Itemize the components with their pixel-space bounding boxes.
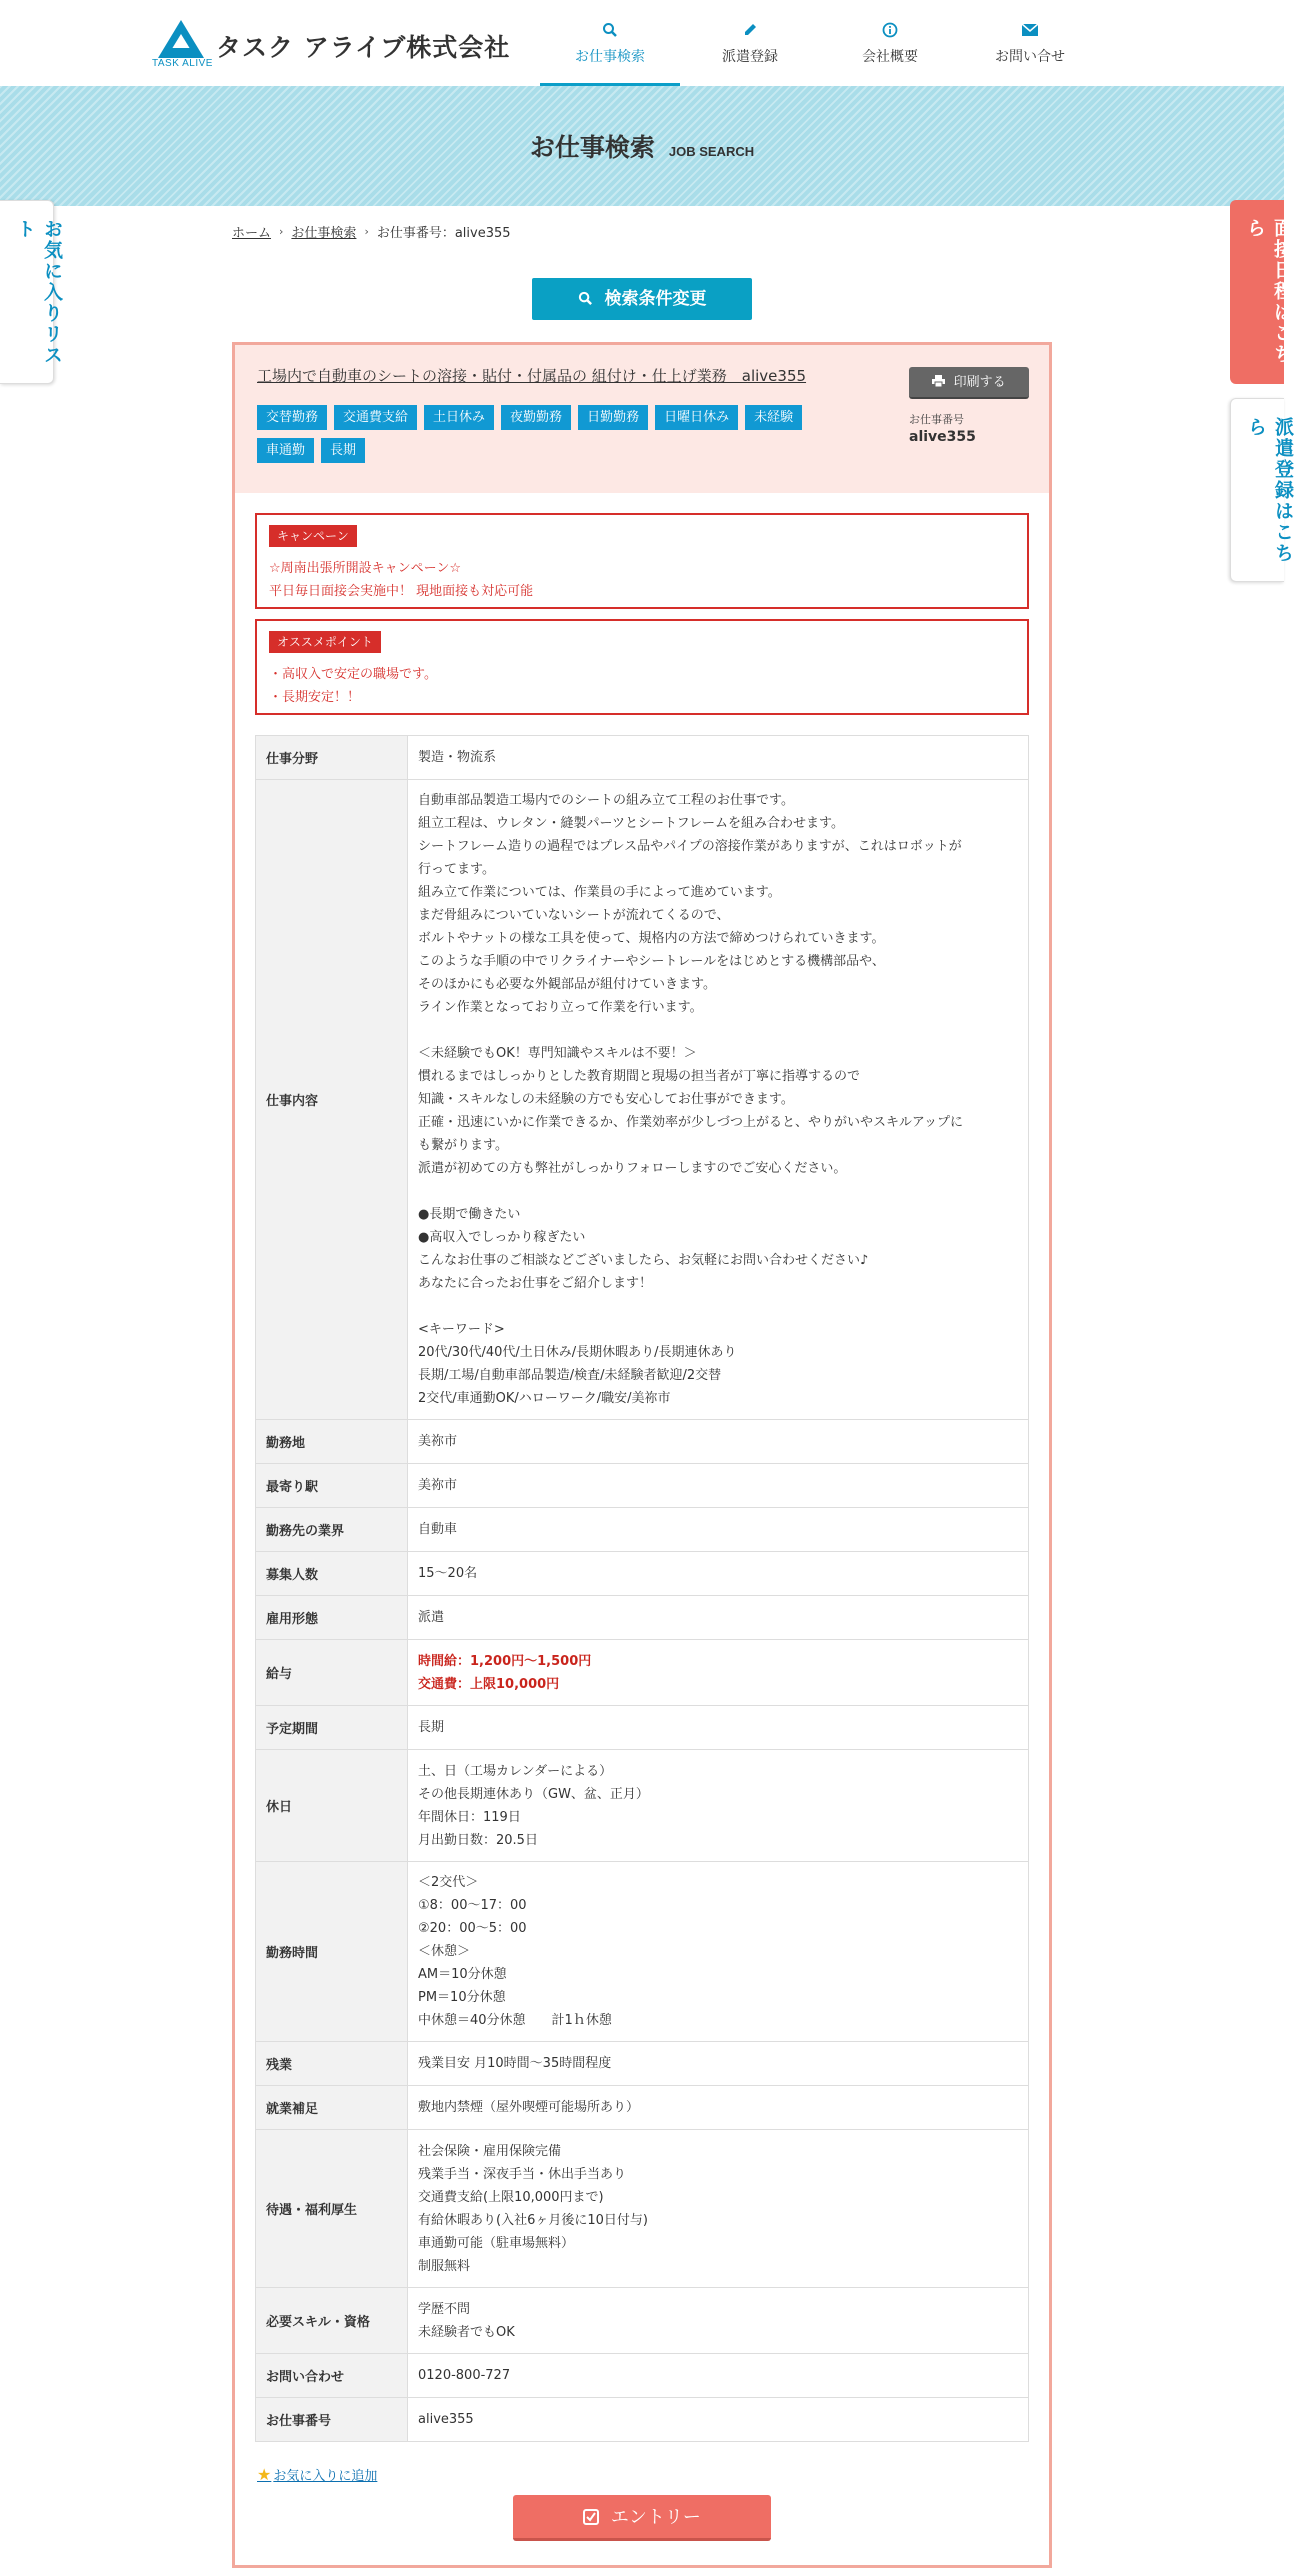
detail-line: ライン作業となっており立って作業を行います。 xyxy=(418,1000,703,1015)
nav-contact[interactable] xyxy=(960,0,1100,86)
job-tag: 交通費支給 xyxy=(334,405,417,430)
printer-icon xyxy=(932,375,953,390)
job-tag: 交替勤務 xyxy=(257,405,327,430)
detail-label: 待遇・福利厚生 xyxy=(256,2130,408,2288)
recommend-line: ・高収入で安定の職場です。 xyxy=(269,667,437,682)
star-icon: ★ xyxy=(257,2465,272,2484)
detail-line: このような手順の中でリクライナーやシートレールをはじめとする機構部品や、 xyxy=(418,954,885,969)
campaign-badge: キャンペーン xyxy=(269,525,357,547)
detail-line: AM＝10分休憩 xyxy=(418,1967,507,1982)
nav-job-search[interactable] xyxy=(540,0,680,86)
detail-row xyxy=(256,780,1029,1420)
recommend-box xyxy=(255,619,1029,715)
detail-line: 長期/工場/自動車部品製造/検査/未経験者歓迎/2交替 xyxy=(418,1368,722,1383)
detail-line: 自動車部品製造工場内でのシートの組み立て工程のお仕事です。 xyxy=(418,793,794,808)
detail-row xyxy=(256,1862,1029,2042)
detail-line: alive355 xyxy=(418,2412,474,2427)
detail-line: 制服無料 xyxy=(418,2258,471,2274)
detail-value xyxy=(408,2398,1029,2442)
detail-line: 美祢市 xyxy=(418,1478,458,1493)
detail-line: 中休憩＝40分休憩 計1ｈ休憩 xyxy=(418,2013,612,2028)
detail-line: 製造・物流系 xyxy=(418,750,497,765)
breadcrumb xyxy=(232,222,511,241)
job-number-label: お仕事番号 xyxy=(909,413,964,426)
detail-line: 未経験者でもOK xyxy=(418,2324,515,2340)
campaign-line: ☆周南出張所開設キャンペーン☆ xyxy=(269,561,462,576)
breadcrumb-home[interactable]: ホーム xyxy=(232,226,272,241)
main-nav xyxy=(540,0,1100,86)
detail-label: 必要スキル・資格 xyxy=(256,2288,408,2354)
nav-company[interactable] xyxy=(820,0,960,86)
nav-label: お問い合せ xyxy=(995,49,1065,65)
page-hero xyxy=(0,86,1284,206)
change-search-label: 検索条件変更 xyxy=(604,289,707,309)
interview-schedule-label: 面接日程はこちら xyxy=(1244,218,1293,365)
detail-label: 仕事分野 xyxy=(256,736,408,780)
detail-row xyxy=(256,1508,1029,1552)
page-title-sub: JOB SEARCH xyxy=(668,144,755,159)
mail-icon xyxy=(960,22,1100,42)
detail-line: <キーワード> xyxy=(418,1322,505,1337)
job-tag: 車通勤 xyxy=(257,438,314,463)
detail-row xyxy=(256,1706,1029,1750)
job-details-table xyxy=(255,735,1029,2442)
detail-label: 給与 xyxy=(256,1640,408,1706)
detail-line: あなたに合ったお仕事をご紹介します！ xyxy=(418,1276,653,1291)
detail-line: ボルトやナットの様な工具を使って、規格内の方法で締めつけられていきます。 xyxy=(418,931,885,946)
detail-value xyxy=(408,1862,1029,2042)
detail-label: お問い合わせ xyxy=(256,2354,408,2398)
entry-label: エントリー xyxy=(610,2507,701,2528)
pencil-icon xyxy=(680,22,820,42)
search-icon xyxy=(540,22,680,42)
detail-label: 就業補足 xyxy=(256,2086,408,2130)
detail-line: 車通勤可能（駐車場無料） xyxy=(418,2235,575,2251)
print-label: 印刷する xyxy=(953,375,1006,390)
detail-value xyxy=(408,1420,1029,1464)
detail-row xyxy=(256,1464,1029,1508)
detail-line: 学歴不問 xyxy=(418,2301,471,2317)
job-title[interactable]: 工場内で自動車のシートの溶接・貼付・付属品の 組付け・仕上げ業務 alive355 xyxy=(257,367,807,385)
interview-schedule-tab[interactable] xyxy=(1230,200,1293,384)
detail-line: 知識・スキルなしの未経験の方でも安心してお仕事ができます。 xyxy=(418,1092,794,1107)
detail-value xyxy=(408,1508,1029,1552)
detail-label: 雇用形態 xyxy=(256,1596,408,1640)
nav-label: お仕事検索 xyxy=(575,49,645,65)
detail-line xyxy=(418,1180,1018,1203)
detail-line: ●高収入でしっかり稼ぎたい xyxy=(418,1230,586,1245)
job-tag: 夜勤勤務 xyxy=(501,405,571,430)
detail-line: 長期 xyxy=(418,1720,445,1735)
detail-value xyxy=(408,2042,1029,2086)
add-favorite-label: お気に入りに追加 xyxy=(273,2469,378,2484)
detail-line: 正確・迅速にいかに作業できるか、作業効率が少しづつ上がると、やりがいやスキルアップに xyxy=(418,1115,963,1130)
detail-line: こんなお仕事のご相談などございましたら、お気軽にお問い合わせください♪ xyxy=(418,1253,869,1268)
detail-line: ＜休憩＞ xyxy=(418,1944,471,1959)
detail-row xyxy=(256,1750,1029,1862)
registration-label: 派遣登録はこちら xyxy=(1245,417,1294,564)
favorites-list-label: お気に入りリスト xyxy=(14,219,63,366)
detail-line: 月出勤日数：20.5日 xyxy=(418,1832,538,1848)
check-square-icon xyxy=(583,2507,611,2528)
detail-label: 勤務先の業界 xyxy=(256,1508,408,1552)
detail-line: ＜未経験でもOK！専門知識やスキルは不要！＞ xyxy=(418,1046,697,1061)
detail-value xyxy=(408,780,1029,1420)
detail-line: 残業目安 月10時間～35時間程度 xyxy=(418,2056,612,2071)
detail-line: 時間給：1,200円～1,500円 xyxy=(418,1653,592,1669)
chevron-right-icon: › xyxy=(364,225,369,238)
detail-label: 残業 xyxy=(256,2042,408,2086)
chevron-right-icon: › xyxy=(279,225,284,238)
detail-row xyxy=(256,2042,1029,2086)
detail-line: 2交代/車通勤OK/ハローワーク/職安/美祢市 xyxy=(418,1391,671,1406)
detail-line: その他長期連休あり（GW、盆、正月） xyxy=(418,1786,649,1802)
detail-line: 交通費支給(上限10,000円まで) xyxy=(418,2189,604,2205)
detail-line: PM＝10分休憩 xyxy=(418,1990,506,2005)
detail-line: 派遣 xyxy=(418,1610,445,1625)
job-tags xyxy=(257,405,857,471)
detail-line: 組立工程は、ウレタン・縫製パーツとシートフレームを組み合わせます。 xyxy=(418,816,845,831)
breadcrumb-current: お仕事番号：alive355 xyxy=(376,226,511,241)
job-tag: 日勤勤務 xyxy=(578,405,648,430)
job-card xyxy=(232,342,1052,2568)
detail-line: 残業手当・深夜手当・休出手当あり xyxy=(418,2166,627,2182)
detail-row xyxy=(256,1420,1029,1464)
detail-line xyxy=(418,1295,1018,1318)
detail-line: 有給休暇あり(入社6ヶ月後に10日付与) xyxy=(418,2212,648,2228)
detail-row xyxy=(256,2130,1029,2288)
page-title xyxy=(0,128,1284,164)
detail-label: お仕事番号 xyxy=(256,2398,408,2442)
detail-label: 予定期間 xyxy=(256,1706,408,1750)
logo-subtext: TASK ALIVE xyxy=(152,58,213,69)
nav-label: 会社概要 xyxy=(862,49,918,65)
detail-line: ●長期で働きたい xyxy=(418,1207,521,1222)
recommend-line: ・長期安定！！ xyxy=(269,690,361,705)
entry-button[interactable] xyxy=(513,2495,771,2541)
detail-label: 最寄り駅 xyxy=(256,1464,408,1508)
detail-line: 美祢市 xyxy=(418,1434,458,1449)
detail-line: ①8：00～17：00 xyxy=(418,1898,527,1913)
site-header xyxy=(0,0,1284,86)
campaign-box xyxy=(255,513,1029,609)
detail-value xyxy=(408,1706,1029,1750)
info-icon xyxy=(820,22,960,42)
detail-line: 敷地内禁煙（屋外喫煙可能場所あり） xyxy=(418,2100,640,2115)
job-tag: 土日休み xyxy=(424,405,494,430)
detail-row xyxy=(256,2288,1029,2354)
registration-tab[interactable] xyxy=(1230,398,1294,582)
detail-row xyxy=(256,736,1029,780)
detail-value xyxy=(408,2130,1029,2288)
detail-value xyxy=(408,2288,1029,2354)
favorites-list-tab[interactable] xyxy=(0,200,63,384)
detail-line: 土、日（工場カレンダーによる） xyxy=(418,1763,613,1779)
detail-value xyxy=(408,2086,1029,2130)
detail-line: そのほかにも必要な外観部品が組付けていきます。 xyxy=(418,977,716,992)
breadcrumb-job-search[interactable]: お仕事検索 xyxy=(291,226,357,241)
detail-line: 慣れるまではしっかりとした教育期間と現場の担当者が丁寧に指導するので xyxy=(418,1069,861,1084)
detail-row xyxy=(256,2086,1029,2130)
detail-value xyxy=(408,1464,1029,1508)
detail-row xyxy=(256,2398,1029,2442)
job-card-header xyxy=(235,345,1049,493)
detail-row xyxy=(256,1596,1029,1640)
job-tag: 未経験 xyxy=(745,405,802,430)
detail-line: 年間休日：119日 xyxy=(418,1809,521,1825)
detail-value xyxy=(408,1596,1029,1640)
detail-row xyxy=(256,1552,1029,1596)
recommend-badge: オススメポイント xyxy=(269,631,381,653)
detail-line: ＜2交代＞ xyxy=(418,1875,479,1890)
detail-line: 組み立て作業については、作業員の手によって進めています。 xyxy=(418,885,781,900)
change-search-button[interactable] xyxy=(532,278,752,320)
detail-line: 派遣が初めての方も弊社がしっかりフォローしますのでご安心ください。 xyxy=(418,1161,847,1176)
job-tag: 日曜日休み xyxy=(655,405,738,430)
nav-registration[interactable] xyxy=(680,0,820,86)
detail-value xyxy=(408,1750,1029,1862)
detail-line: 交通費：上限10,000円 xyxy=(418,1676,560,1692)
detail-line: 20代/30代/40代/土日休み/長期休暇あり/長期連休あり xyxy=(418,1345,737,1360)
detail-line: も繋がります。 xyxy=(418,1138,508,1153)
company-logo[interactable] xyxy=(152,18,511,70)
detail-row xyxy=(256,1640,1029,1706)
detail-line: ②20：00～5：00 xyxy=(418,1921,527,1936)
detail-line: まだ骨組みについていないシートが流れてくるので、 xyxy=(418,908,730,923)
search-icon xyxy=(578,289,605,309)
print-button[interactable] xyxy=(909,367,1029,399)
detail-value xyxy=(408,1640,1029,1706)
nav-label: 派遣登録 xyxy=(722,49,778,65)
add-favorite-link[interactable] xyxy=(257,2465,377,2484)
detail-line: 行ってます。 xyxy=(418,862,495,877)
detail-line: 15～20名 xyxy=(418,1566,478,1581)
detail-line: シートフレーム造りの過程ではプレス品やパイプの溶接作業がありますが、これはロボットが xyxy=(418,839,962,854)
job-number-value: alive355 xyxy=(909,429,976,445)
detail-label: 休日 xyxy=(256,1750,408,1862)
detail-label: 募集人数 xyxy=(256,1552,408,1596)
detail-row xyxy=(256,2354,1029,2398)
recommend-text xyxy=(269,663,437,709)
logo-text: タスク アライブ株式会社 xyxy=(216,33,511,62)
detail-value xyxy=(408,736,1029,780)
page-title-text: お仕事検索 xyxy=(529,133,655,162)
campaign-text xyxy=(269,557,533,603)
detail-label: 仕事内容 xyxy=(256,780,408,1420)
detail-label: 勤務時間 xyxy=(256,1862,408,2042)
detail-line xyxy=(418,1019,1018,1042)
detail-line: 社会保険・雇用保険完備 xyxy=(418,2143,562,2159)
detail-label: 勤務地 xyxy=(256,1420,408,1464)
detail-line: 自動車 xyxy=(418,1522,458,1537)
job-tag: 長期 xyxy=(321,438,365,463)
detail-value xyxy=(408,1552,1029,1596)
detail-line: 0120-800-727 xyxy=(418,2368,511,2383)
campaign-line: 平日毎日面接会実施中！ 現地面接も対応可能 xyxy=(269,584,534,599)
detail-value xyxy=(408,2354,1029,2398)
